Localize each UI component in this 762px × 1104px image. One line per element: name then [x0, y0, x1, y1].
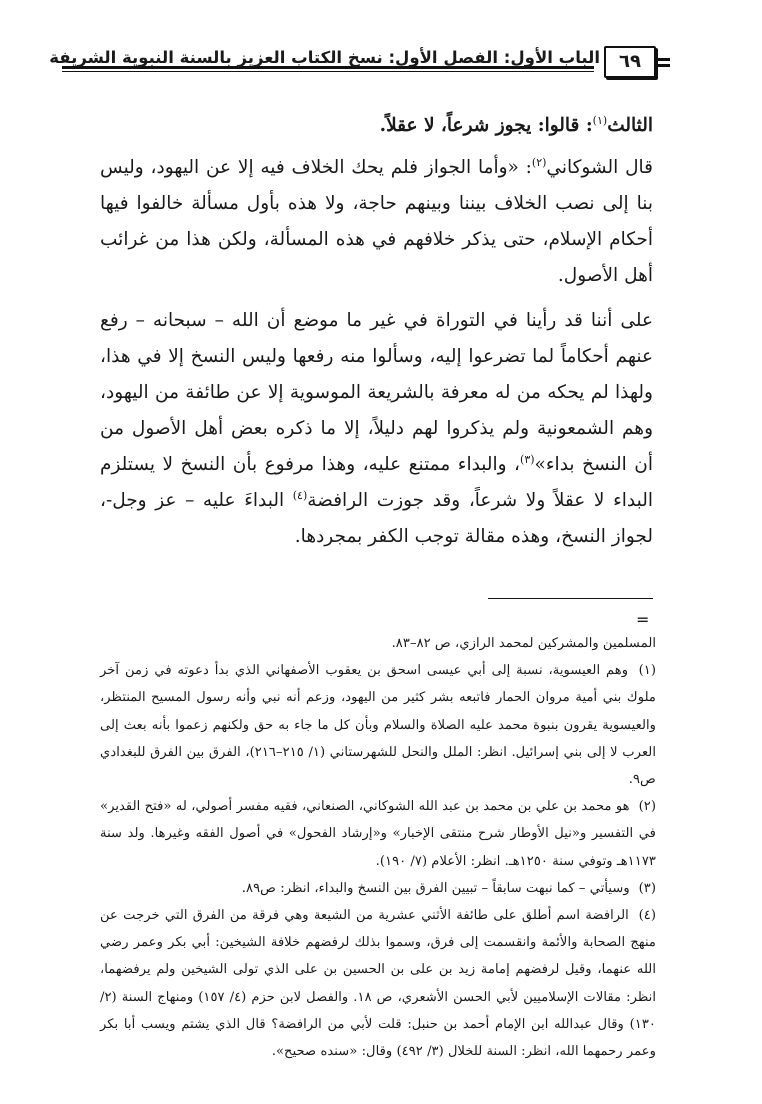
footnote: [100, 657, 656, 793]
footnote-number: (١): [638, 663, 656, 679]
header-rule-thin: [62, 71, 594, 72]
footnote: [100, 902, 656, 1065]
footnote-ref: (٢): [531, 155, 547, 169]
footnote: [100, 875, 656, 902]
footnote-number: (٤): [638, 908, 656, 924]
footnote-text: الرافضة اسم أطلق على طائفة الأثني عشرية من الشيعة وهي فرقة من الفرق التي خرجت عن منهج الصحابة والأئمة وانقسمت إلى فرق، وسموا بذلك لرفضهم خلافة الشيخين: أبي بكر وعمر رضي الله عنهما، وقيل لرفضهم إمامة زيد بن على بن الحسين بن على الذي تولى الشيخين ولم يرفضهما، انظر: مقالات الإسلاميين لأبي الحسن الأشعري، ص ١٨. والفصل لابن حزم (٤/ ١٥٧) ومنهاج السنة (٢/ ١٣٠) وقال عبدالله ابن الإمام أحمد بن حنبل: قلت لأبي من الرافضة؟ قال الذي يشتم ويسب أبا بكر وعمر رحمهما الله، انظر: السنة للخلال (٣/ ٤٩٢) وقال: «سنده صحيح».: [100, 908, 656, 1060]
paragraph-text: : قالوا: يجوز شرعاً، لا عقلاً.: [379, 115, 593, 136]
paragraph: [100, 150, 653, 294]
page-number: ٦٩: [604, 46, 656, 78]
paragraph-text: على أننا قد رأينا في التوراة في غير ما موضع أن الله – سبحانه – رفع عنهم أحكاماً لما تضرعوا إليه، وسألوا منه رفعها وليس النسخ إلا في هذا، ولهذا لم يحكه من له معرفة بالشريعة الموسوية إلا عن طائفة من اليهود، وهم الشمعونية ولم يذكروا لهم دليلاً، إلا ما ذكره بعض أهل الأصول من أن النسخ بداء»: [100, 310, 653, 475]
footnotes: [100, 630, 656, 1065]
footnote-continuation-mark: =: [636, 610, 650, 629]
paragraph: [100, 303, 653, 555]
footnote-number: (٣): [638, 880, 656, 896]
paragraph-text: ، والبداء ممتنع عليه، وهذا مرفوع بأن النسخ لا يستلزم البداء لا عقلاً ولا شرعاً، وقد جوزت الرافضة: [100, 454, 653, 511]
main-text: [100, 108, 653, 564]
running-title: الباب الأول: الفصل الأول: نسخ الكتاب العزيز بالسنة النبوية الشريفة: [49, 48, 600, 67]
paragraph: [100, 108, 653, 144]
page-header: [49, 46, 670, 86]
paragraph-text: : «وأما الجواز فلم يحك الخلاف فيه إلا عن اليهود، وليس بنا إلى نصب الخلاف بيننا وبينهم حاجة، ولا هذه بأول مسألة خالفوا فيها أحكام الإسلام، حتى يذكر خلافهم في هذه المسألة، ولكن هذا من غرائب أهل الأصول.: [100, 157, 653, 286]
footnote-ref: (١): [592, 113, 608, 127]
paragraph-text: البداءَ عليه – عز وجل-، لجواز النسخ، وهذه مقالة توجب الكفر بمجردها.: [100, 490, 653, 547]
footnote-ref: (٤): [292, 488, 308, 502]
paragraph-text: قال الشوكاني: [546, 157, 653, 178]
footnote-text: وسيأتي – كما نبهت سابقاً – تبيين الفرق بين النسخ والبداء، انظر: ص٨٩.: [241, 880, 630, 896]
footnote-ref: (٣): [520, 452, 535, 466]
third-opinion-label: الثالث: [607, 115, 653, 136]
header-tick: [658, 64, 670, 67]
footnote-text: هو محمد بن علي بن محمد بن عبد الله الشوكاني، الصنعاني، فقيه مفسر أصولي، له «فتح القدير» في التفسير و«نيل الأوطار شرح منتقى الإخبار» و«إرشاد الفحول» في أصول الفقه وغيرها. ولد سنة ١١٧٣هـ وتوفي سنة ١٢٥٠هـ. انظر: الأعلام (٧/ ١٩٠).: [100, 799, 656, 869]
footnote-text: وهم العيسوية، نسبة إلى أبي عيسى اسحق بن يعقوب الأصفهاني الذي بدأ دعوته في زمن آخر ملوك بني أمية مروان الحمار فاتبعه بشر كثير من اليهود، وزعم أنه نبي وأنه رسول المسيح المنتظر، والعيسوية يقرون بنبوة محمد عليه الصلاة والسلام وبأن كل ما جاء به حق ولكنهم زعموا بأنه بعث إلى العرب لا إلى بني إسرائيل. انظر: الملل والنحل للشهرستاني (١/ ٢١٥–٢١٦)، الفرق بين الفرق للبغدادي ص٩.: [100, 663, 656, 788]
footnote-continuation: المسلمين والمشركين لمحمد الرازي، ص ٨٢–٨٣.: [391, 636, 656, 651]
footnote: [100, 793, 656, 875]
footnote-number: (٢): [638, 799, 656, 815]
footnote-separator: [488, 598, 653, 599]
header-tick: [658, 58, 670, 61]
